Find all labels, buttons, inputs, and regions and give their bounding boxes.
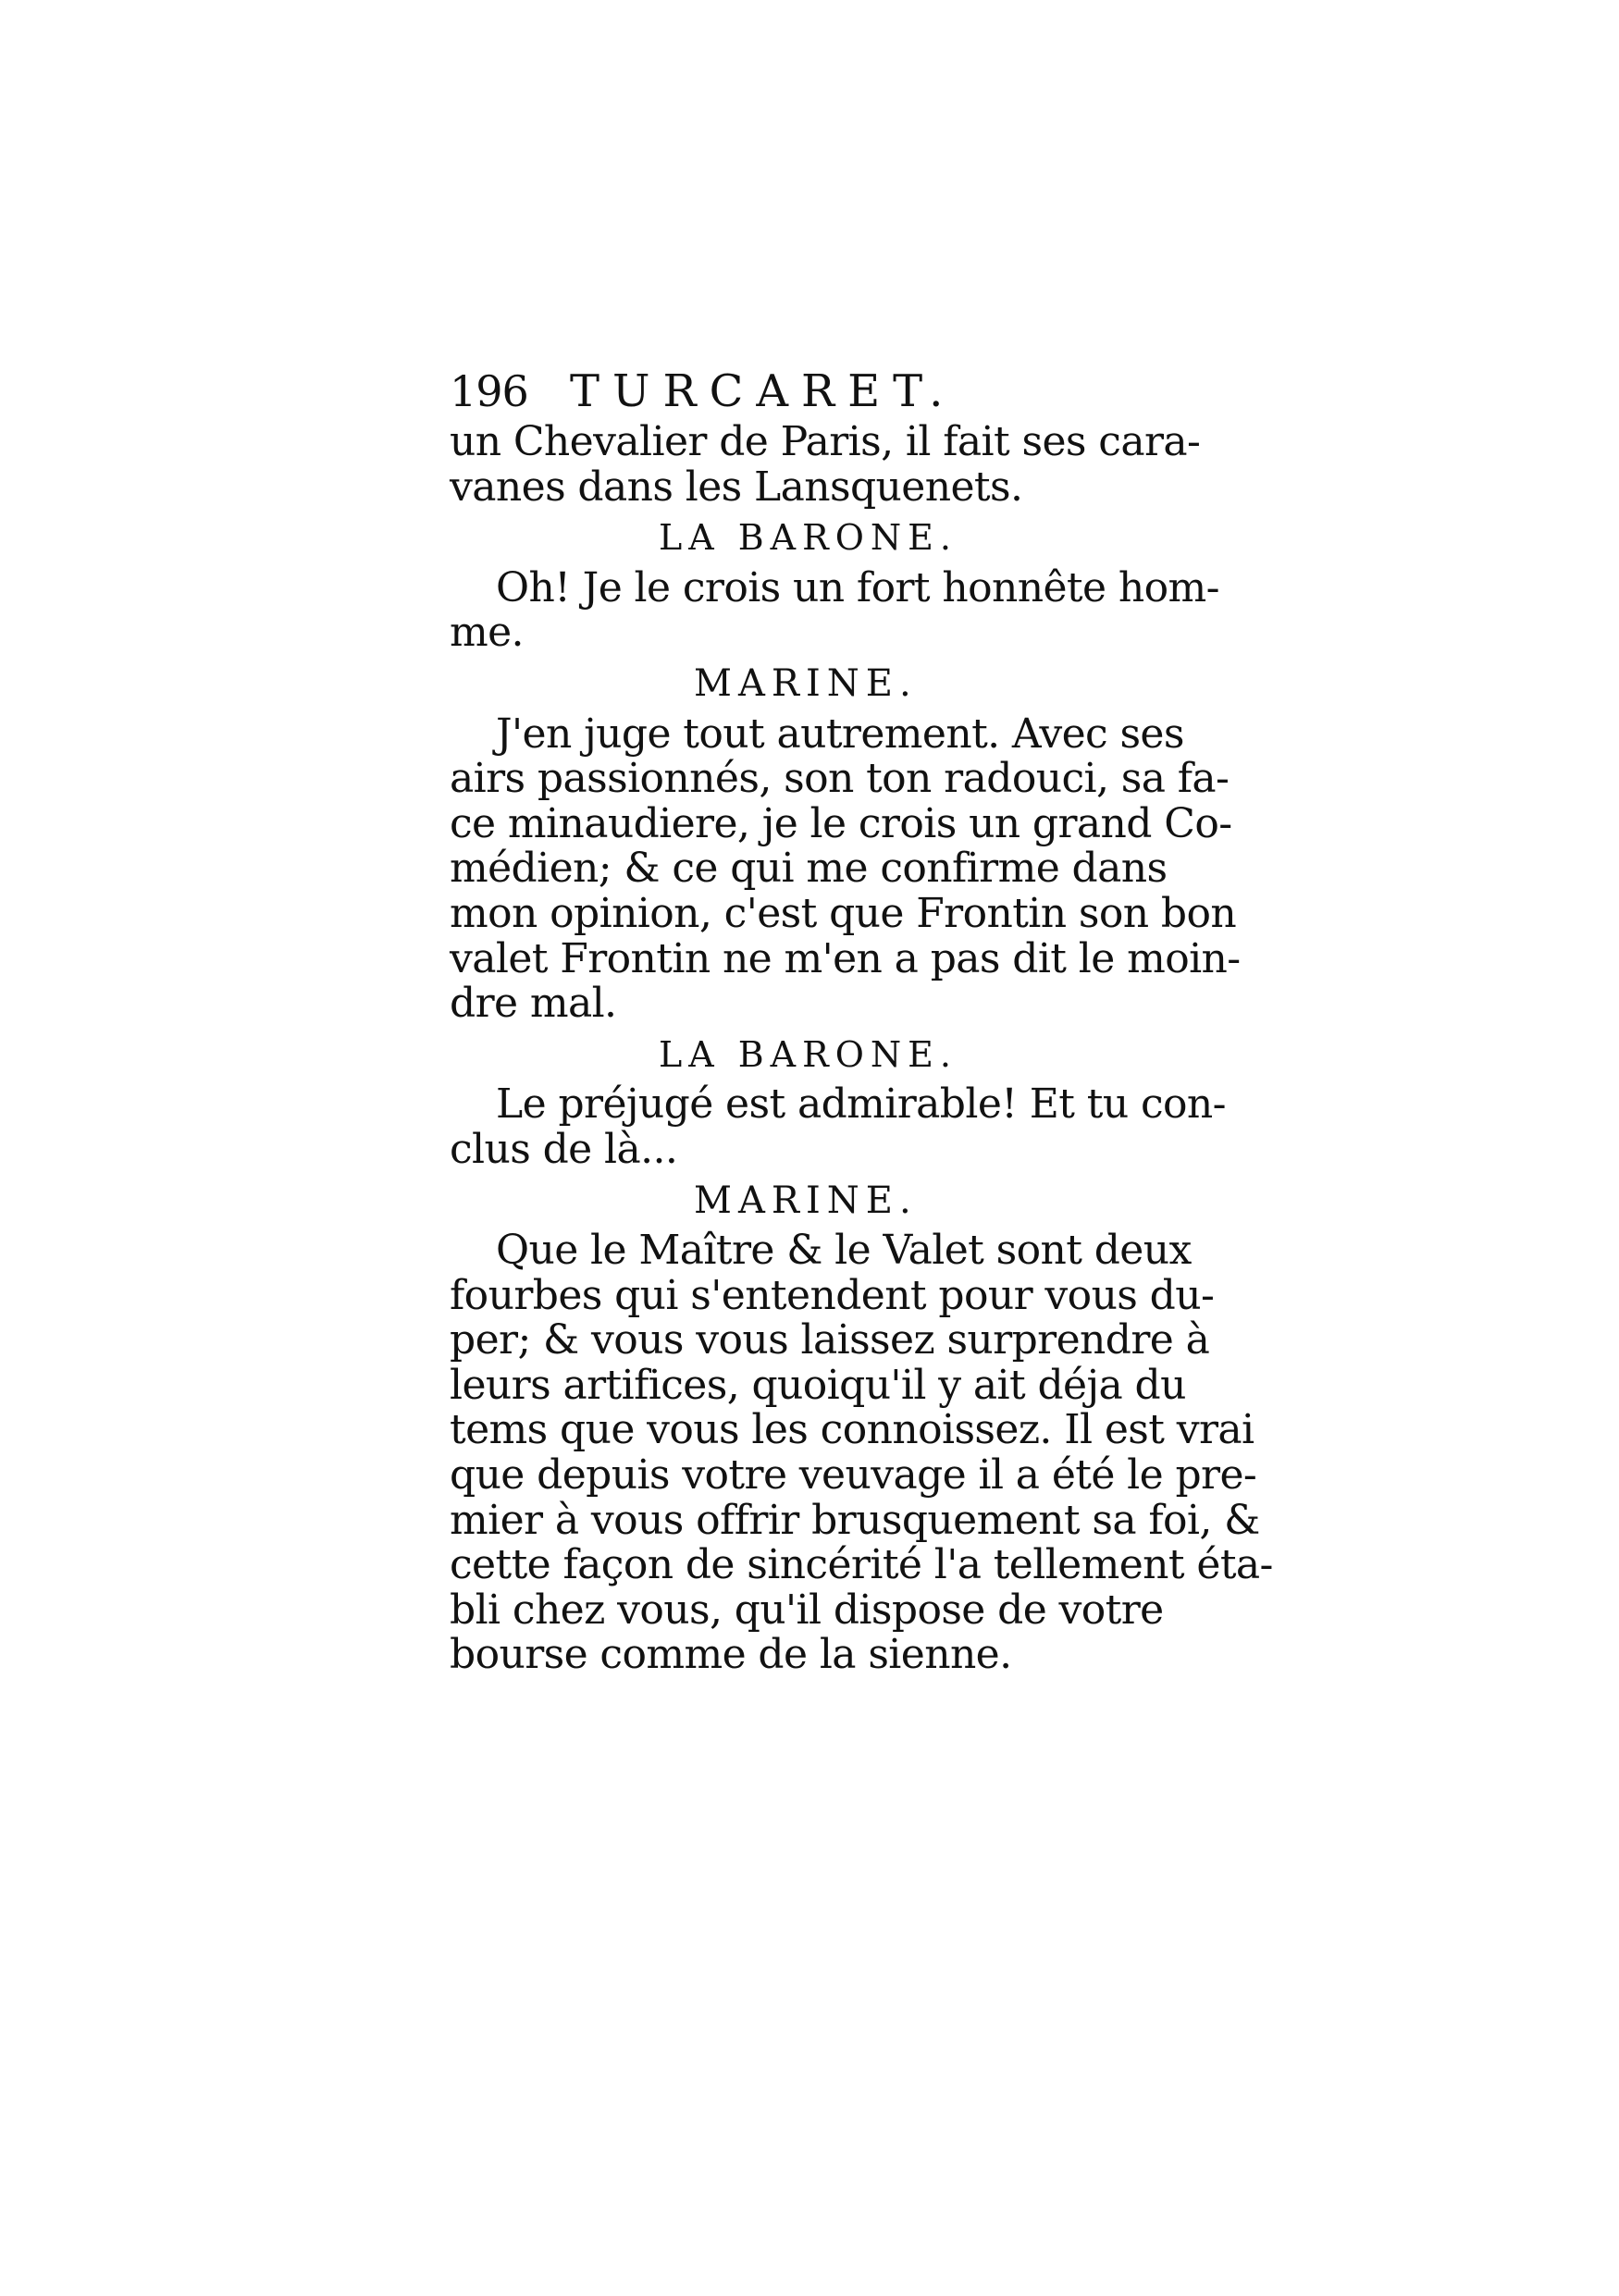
text-line: Le préjugé est admirable! Et tu con-: [496, 1080, 1226, 1129]
text-line: mier à vous offrir brusquement sa foi, &: [450, 1496, 1260, 1544]
text-line: leurs artifices, quoiqu'il y ait déja du: [450, 1361, 1186, 1409]
text-line: bourse comme de la sienne.: [450, 1631, 1012, 1679]
text-line: dre mal.: [450, 980, 617, 1028]
text-line: mon opinion, c'est que Frontin son bon: [450, 889, 1237, 937]
text-line: vanes dans les Lansquenets.: [450, 463, 1023, 511]
text-line: per; & vous vous laissez surprendre à: [450, 1316, 1210, 1364]
text-line: ce minaudiere, je le crois un grand Co-: [450, 799, 1232, 847]
text-line: un Chevalier de Paris, il fait ses cara-: [450, 418, 1201, 465]
text-line: fourbes qui s'entendent pour vous du-: [450, 1271, 1215, 1319]
text-line: J'en juge tout autrement. Avec ses: [496, 710, 1184, 758]
text-line: clus de là...: [450, 1125, 678, 1173]
text-line: Oh! Je le crois un fort honnête hom-: [496, 563, 1219, 611]
text-line: tems que vous les connoissez. Il est vrai: [450, 1406, 1254, 1454]
page-text-block: [450, 363, 1273, 1679]
text-line: bli chez vous, qu'il dispose de votre: [450, 1586, 1164, 1634]
text-line: me.: [450, 609, 524, 657]
speaker-name: LA BARONE.: [659, 517, 958, 559]
speaker-name: MARINE.: [694, 1179, 918, 1222]
text-line: valet Frontin ne m'en a pas dit le moin-: [450, 934, 1241, 982]
running-title: TURCARET.: [570, 365, 957, 417]
page-header: [450, 363, 1180, 420]
text-line: que depuis votre veuvage il a été le pre-: [450, 1451, 1257, 1500]
speaker-name: MARINE.: [694, 661, 918, 705]
text-line: médien; & ce qui me confirme dans: [450, 845, 1168, 893]
text-line: airs passionnés, son ton radouci, sa fa-: [450, 755, 1230, 803]
speaker-name: LA BARONE.: [659, 1033, 958, 1075]
text-line: Que le Maître & le Valet sont deux: [496, 1227, 1192, 1275]
text-line: cette façon de sincérité l'a tellement éta-: [450, 1541, 1273, 1589]
page-number: 196: [450, 366, 528, 416]
